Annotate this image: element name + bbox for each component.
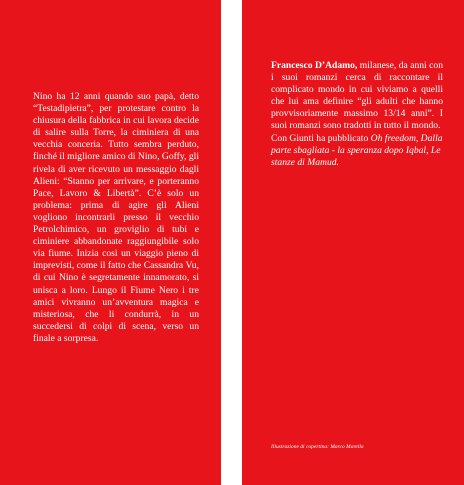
cover-illustration-credit: Illustrazione di copertina: Marco Marella (271, 444, 364, 450)
right-flap-panel (242, 0, 464, 485)
author-bio-text: milanese, da anni con i suoi romanzi cerca di raccontare il complicato mondo in cui viviamo a quelli che lui ama definire “gli adulti che hanno provvisoriamente massimo 13/14 anni”. I suoi romanzi sono tradotti in tutto il mondo. (271, 60, 443, 132)
book-synopsis: Nino ha 12 anni quando suo papà, detto “Testadipietra”, per protestare contro la chiusura della fabbrica in cui lavora decide di salire sulla Torre, la ciminiera di una vecchia conceria. Tutto sembra perduto, finché il migliore amico di Nino, Goffy, gli rivela di aver ricevuto un messaggio dagli Alieni: “Stanno per arrivare, e porteranno Pace, Lavoro & Libertà”. C’è solo un problema: prima di agire gli Alieni vogliono incontrarli presso il vecchio Petrolchimico, un groviglio di tubi e ciminiere abbandonate raggiungibile solo via fiume. Inizia così un viaggio pieno di imprevisti, come il fatto che Cassandra Vu, di cui Nino è segretamente innamorato, si unisca a loro. Lungo il Fiume Nero i tre amici vivranno un’avventura magica e misteriosa, che li condurrà, in un succedersi di colpi di scena, verso un finale a sorpresa. (33, 91, 199, 344)
publications-paragraph (271, 133, 443, 169)
published-titles: Oh freedom, Dalla parte sbagliata - la speranza dopo Iqbal, Le stanze di Mamud. (271, 132, 443, 168)
author-biography-block (271, 60, 443, 169)
left-flap-panel (0, 0, 221, 485)
author-name: Francesco D’Adamo, (271, 60, 358, 71)
publisher-intro: Con Giunti ha pubblicato (271, 132, 371, 144)
center-fold-gap (221, 0, 242, 485)
author-bio-paragraph (271, 60, 443, 133)
